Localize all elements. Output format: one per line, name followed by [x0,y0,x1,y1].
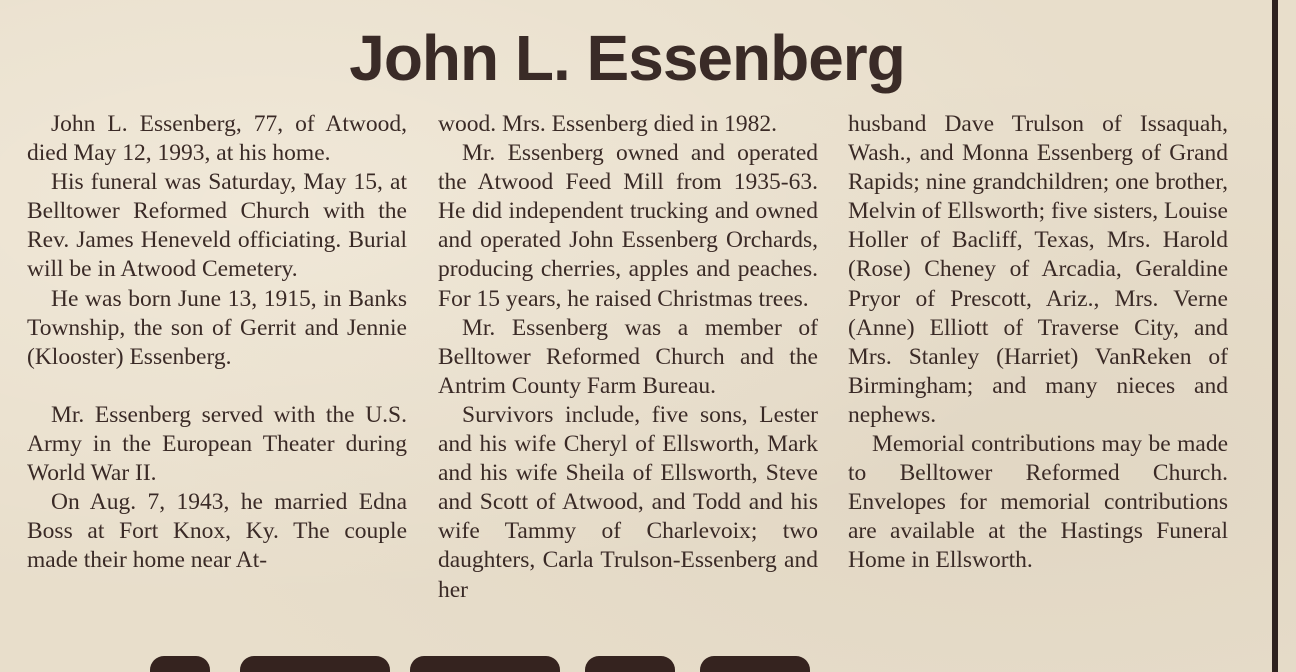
paragraph: Mr. Essenberg was a member of Belltower Reformed Church and the Antrim County Farm Bureau. [438,314,818,399]
paragraph: Survivors include, five sons, Lester and his wife Cheryl of Ellsworth, Mark and his wife Sheila of Ellsworth, Steve and Scott of Atwood, and Todd and his wife Tammy of Charlevoix; two daughters, Carla Trulson-Essenberg and her [438,401,818,603]
obituary-headline: John L. Essenberg [349,22,905,94]
paragraph: His funeral was Saturday, May 15, at Belltower Reformed Church with the Rev. James Heneveld officiating. Burial will be in Atwood Cemetery. [27,169,407,283]
paragraph: wood. Mrs. Essenberg died in 1982. [438,111,777,137]
column-rule [1272,0,1278,672]
obituary-column-1 [27,110,407,575]
paragraph: Mr. Essenberg served with the U.S. Army in the European Theater during World War II. [27,401,407,487]
paragraph: On Aug. 7, 1943, he married Edna Boss at Fort Knox, Ky. The couple made their home near At- [27,489,407,574]
paragraph: John L. Essenberg, 77, of Atwood, died May 12, 1993, at his home. [27,111,407,167]
next-headline-fragment [0,654,1254,672]
paragraph: husband Dave Trulson of Issaquah, Wash., and Monna Essenberg of Grand Rapids; nine grandchildren; one brother, Melvin of Ellsworth; five sisters, Louise Holler of Bacliff, Texas, Mrs. Harold (Rose) Cheney of Arcadia, Geraldine Pryor of Prescott, Ariz., Mrs. Verne (Anne) Elliott of Traverse City, and Mrs. Stanley (Harriet) VanReken of Birmingham; and many nieces and nephews. [848,111,1228,428]
paragraph: He was born June 13, 1915, in Banks Township, the son of Gerrit and Jennie (Klooster) Essenberg. [27,285,407,370]
paragraph-gap [27,372,407,401]
obituary-column-3 [848,110,1228,576]
paragraph: Mr. Essenberg owned and operated the Atwood Feed Mill from 1935-63. He did independent trucking and owned and operated John Essenberg Orchards, producing cherries, apples and peaches. For 15 years, he raised Christmas trees. [438,140,818,312]
obituary-column-2 [438,110,818,605]
paragraph: Memorial contributions may be made to Belltower Reformed Church. Envelopes for memorial contributions are available at the Hastings Funeral Home in Ellsworth. [848,431,1228,574]
